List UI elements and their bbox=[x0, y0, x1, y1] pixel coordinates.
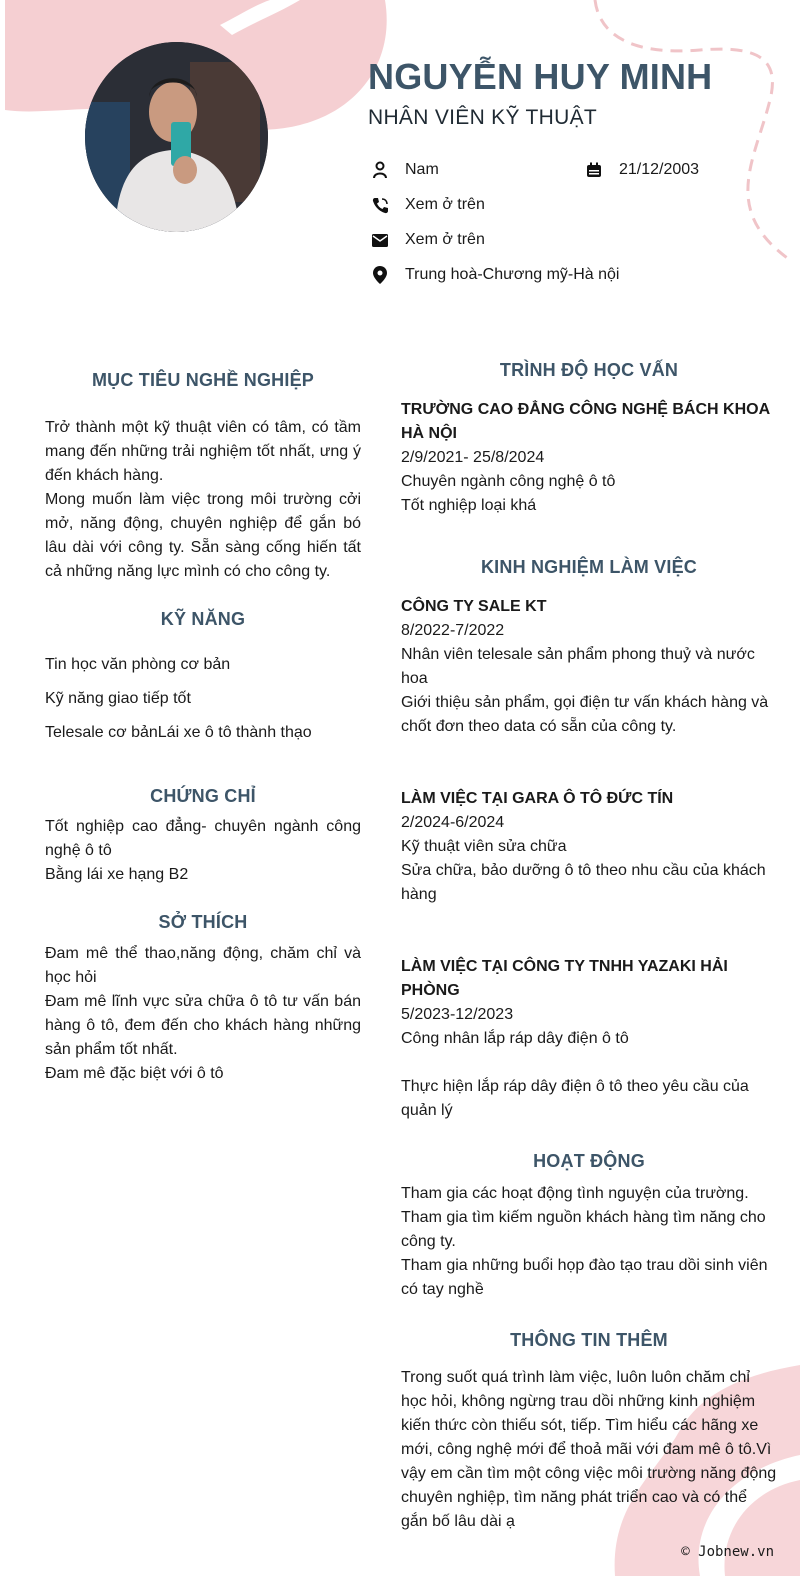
person-icon bbox=[371, 161, 389, 179]
activity-item: Tham gia những buổi họp đào tạo trau dồi sinh viên có tay nghề bbox=[401, 1257, 768, 1298]
phone-value: Xem ở trên bbox=[405, 196, 485, 213]
job-company: LÀM VIỆC TẠI CÔNG TY TNHH YAZAKI HẢI PHÒNG bbox=[401, 958, 728, 999]
job-description: Giới thiệu sản phẩm, gọi điện tư vấn khách hàng và chốt đơn theo data có sẵn của công ty. bbox=[401, 694, 769, 735]
phone-row bbox=[371, 196, 485, 214]
certificate-item: Tốt nghiệp cao đẳng- chuyên ngành công nghệ ô tô bbox=[45, 818, 361, 859]
skill-item: Kỹ năng giao tiếp tốt bbox=[45, 690, 191, 707]
job-title: NHÂN VIÊN KỸ THUẬT bbox=[368, 106, 598, 129]
job-company: CÔNG TY SALE KT bbox=[401, 598, 547, 615]
location-pin-icon bbox=[371, 266, 389, 284]
education-body bbox=[401, 398, 777, 518]
dob-row bbox=[585, 161, 699, 179]
activities-heading: HOẠT ĐỘNG bbox=[533, 1151, 645, 1171]
certificate-item: Bằng lái xe hạng B2 bbox=[45, 866, 189, 883]
email-row bbox=[371, 231, 485, 249]
job-description: Thực hiện lắp ráp dây điện ô tô theo yêu cầu của quản lý bbox=[401, 1078, 749, 1119]
activity-item: Tham gia các hoạt động tình nguyện của trường. bbox=[401, 1185, 749, 1202]
hobbies-heading: SỞ THÍCH bbox=[158, 912, 248, 932]
career-objective-line: Mong muốn làm việc trong môi trường cởi mở, năng động, chuyên nghiệp để gắn bó lâu dài với công ty. Sẵn sàng cống hiến tất cả những năng lực mình có cho công ty. bbox=[45, 491, 361, 580]
certificates-body bbox=[45, 815, 361, 887]
dob-value: 21/12/2003 bbox=[619, 161, 700, 178]
school-name: TRƯỜNG CAO ĐẲNG CÔNG NGHỆ BÁCH KHOA HÀ NỘI bbox=[401, 401, 770, 442]
job-entry bbox=[401, 595, 777, 739]
hobby-item: Đam mê lĩnh vực sửa chữa ô tô tư vấn bán hàng ô tô, đem đến cho khách hàng những sản phẩm tốt nhất. bbox=[45, 993, 361, 1058]
job-entry bbox=[401, 955, 777, 1123]
candidate-name: NGUYỄN HUY MINH bbox=[368, 56, 713, 97]
job-description: Sửa chữa, bảo dưỡng ô tô theo nhu cầu của khách hàng bbox=[401, 862, 766, 903]
job-period: 8/2022-7/2022 bbox=[401, 622, 505, 639]
career-objective-heading: MỤC TIÊU NGHỀ NGHIỆP bbox=[91, 370, 314, 390]
address-row bbox=[371, 266, 619, 284]
profile-photo bbox=[85, 42, 268, 232]
skill-item: Telesale cơ bảnLái xe ô tô thành thạo bbox=[45, 724, 312, 741]
experience-heading: KINH NGHIỆM LÀM VIỆC bbox=[480, 557, 697, 577]
hobbies-body bbox=[45, 942, 361, 1086]
phone-icon bbox=[371, 196, 389, 214]
certificates-heading: CHỨNG CHỈ bbox=[150, 786, 256, 806]
career-objective-line: Trở thành một kỹ thuật viên có tâm, có tầm mang đến những trải nghiệm tốt nhất, ưng ý đến khách hàng. bbox=[45, 419, 361, 484]
envelope-icon bbox=[371, 231, 389, 249]
gender-value: Nam bbox=[405, 161, 439, 178]
education-major: Chuyên ngành công nghệ ô tô bbox=[401, 473, 616, 490]
hobby-item: Đam mê đặc biệt với ô tô bbox=[45, 1065, 224, 1082]
activities-body bbox=[401, 1182, 777, 1302]
education-heading: TRÌNH ĐỘ HỌC VẤN bbox=[499, 360, 679, 380]
additional-info-body: Trong suốt quá trình làm việc, luôn luôn chăm chỉ học hỏi, không ngừng trau dồi những kinh nghiệm kiến thức còn thiếu sót, tiếp. Tìm hiểu các hãng xe mới, công nghệ mới để thoả mãi với đam mê ô tô.Vì vậy em cần tìm một công việc môi trường năng động chuyên nghiệp, tìm năng phát triển cao và có thể gắn bố lâu dài ạ bbox=[401, 1369, 777, 1530]
education-period: 2/9/2021- 25/8/2024 bbox=[401, 449, 545, 466]
job-period: 5/2023-12/2023 bbox=[401, 1006, 514, 1023]
footer-credit: © Jobnew.vn bbox=[681, 1544, 774, 1560]
job-entry bbox=[401, 787, 777, 907]
skills-heading: KỸ NĂNG bbox=[160, 609, 246, 629]
skill-item: Tin học văn phòng cơ bản bbox=[45, 656, 231, 673]
gender-row bbox=[371, 161, 439, 179]
additional-info-heading: THÔNG TIN THÊM bbox=[510, 1330, 668, 1350]
education-result: Tốt nghiệp loại khá bbox=[401, 497, 537, 514]
job-role: Nhân viên telesale sản phẩm phong thuỷ và nước hoa bbox=[401, 646, 755, 687]
career-objective-body bbox=[45, 416, 361, 584]
job-period: 2/2024-6/2024 bbox=[401, 814, 505, 831]
calendar-icon bbox=[585, 161, 603, 179]
hobby-item: Đam mê thể thao,năng động, chăm chỉ và học hỏi bbox=[45, 945, 361, 986]
job-role: Kỹ thuật viên sửa chữa bbox=[401, 838, 567, 855]
avatar bbox=[85, 42, 268, 232]
activity-item: Tham gia tìm kiếm nguồn khách hàng tìm năng cho công ty. bbox=[401, 1209, 766, 1250]
email-value: Xem ở trên bbox=[405, 231, 485, 248]
address-value: Trung hoà-Chương mỹ-Hà nội bbox=[405, 266, 620, 283]
job-company: LÀM VIỆC TẠI GARA Ô TÔ ĐỨC TÍN bbox=[401, 790, 674, 807]
job-role: Công nhân lắp ráp dây điện ô tô bbox=[401, 1030, 629, 1047]
